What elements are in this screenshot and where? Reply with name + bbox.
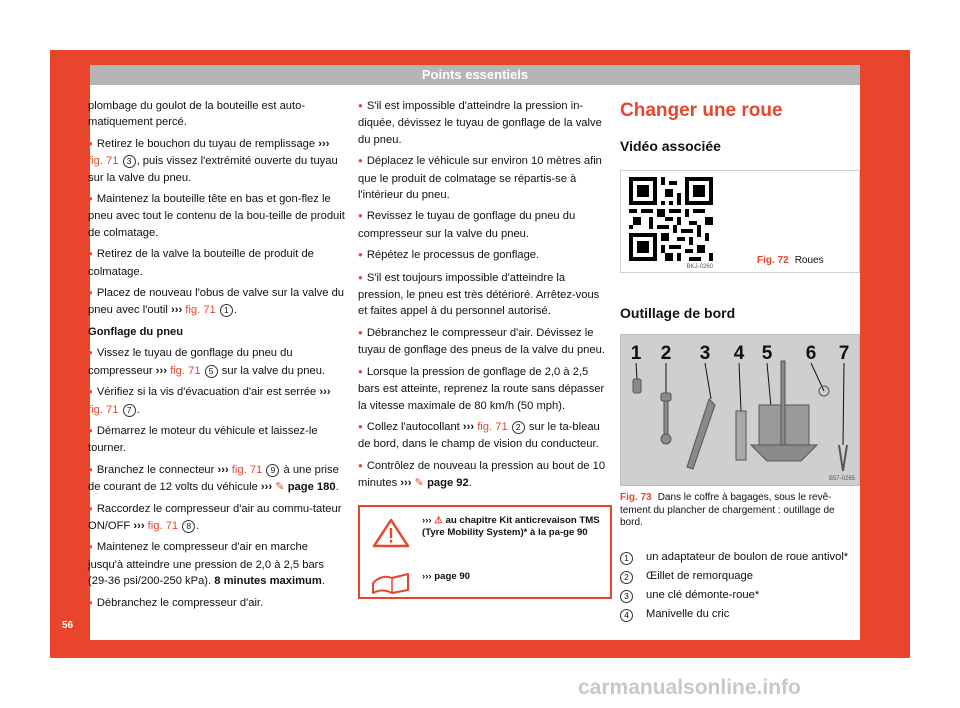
note-text [422, 571, 602, 583]
list-item [620, 590, 860, 609]
page-link[interactable]: page 180 [287, 481, 336, 494]
callout-6: 6 [805, 343, 817, 364]
bullet-item: ● Démarrez le moteur du véhicule et laissez-le tourner. [88, 423, 346, 457]
text: Placez de nouveau l'obus de valve sur la valve du pneu avec l'outil [88, 287, 345, 317]
bullet-item: ● Retirez de la valve la bouteille de produit de colmatage. [88, 246, 346, 280]
list-text: un adaptateur de boulon de roue antivol* [646, 551, 849, 563]
text: sur la valve du pneu. [218, 364, 326, 377]
bullet-item: ● Raccordez le compresseur d'air au commu-tateur ON/OFF ››› fig. 71 8 . [88, 501, 346, 535]
bullet-item: ● Vérifiez si la vis d'évacuation d'air est serrée ››› fig. 71 7 . [88, 384, 346, 418]
callout-number: 9 [266, 464, 279, 477]
callout-number: 7 [123, 404, 136, 417]
bullet-item: ● Débranchez le compresseur d'air. Dévissez le tuyau de gonflage des pneus de la valve du pneu. [358, 325, 608, 359]
bullet-item: ● Maintenez la bouteille tête en bas et gon-flez le pneu avec tout le contenu de la bou-teille de produit de colmatage. [88, 191, 346, 241]
fig-link[interactable]: fig. 71 [88, 155, 119, 168]
callout-7: 7 [838, 343, 850, 364]
bullet-item [358, 419, 608, 453]
tools-illustration [621, 335, 859, 485]
text: Branchez le connecteur [96, 463, 218, 476]
bullet-item: ● Contrôlez de nouveau la pression au bout de 10 minutes ››› ✎ page 92. [358, 458, 608, 492]
text: à une prise de courant de 12 volts du véhicule [88, 463, 339, 494]
list-number: 1 [620, 552, 633, 565]
text: , puis vissez l'extrémité ouverte du tuyau sur la valve du pneu. [88, 155, 338, 184]
paragraph: plombage du goulot de la bouteille est auto-matiquement percé. [88, 100, 306, 129]
fig-link[interactable]: fig. 71 [170, 364, 201, 377]
section-title: Changer une roue [620, 100, 783, 121]
arrows-icon: ››› [422, 515, 432, 526]
text: Raccordez le compresseur d'air au commu-tateur ON/OFF [88, 502, 342, 532]
bullet-item: ● Maintenez le compresseur d'air en marche jusqu'à atteindre une pression de 2,0 à 2,5 bars (29-36 psi/200-250 kPa). 8 minutes maximum. [88, 539, 346, 589]
list-number: 2 [620, 571, 633, 584]
figure-73 [620, 334, 860, 486]
warning-small-icon: ⚠ [434, 515, 443, 526]
list-text: Manivelle du cric [646, 608, 730, 620]
page-link[interactable]: page 92 [427, 477, 469, 490]
callout-number: 3 [123, 155, 136, 168]
arrows-icon: ››› [319, 386, 331, 399]
list-item [620, 571, 860, 590]
arrows-icon: ››› [171, 304, 183, 317]
fig-link[interactable]: fig. 71 [185, 304, 216, 317]
book-icon [368, 565, 414, 597]
column-1 [88, 98, 346, 617]
bullet-item: ● Placez de nouveau l'obus de valve sur la valve du pneu avec l'outil ››› fig. 71 1 . [88, 285, 346, 319]
fig-link[interactable]: fig. 71 [147, 519, 179, 532]
tool-list [620, 552, 860, 628]
arrows-icon: ››› [318, 137, 330, 150]
arrows-icon: ››› [462, 420, 475, 433]
arrows-icon: ››› [133, 519, 145, 532]
text: Vissez le tuyau de gonflage du pneu du compresseur [88, 347, 293, 377]
watermark: carmanualsonline.info [578, 676, 801, 699]
callout-5: 5 [761, 343, 773, 364]
page-link[interactable]: page 90 [434, 571, 470, 582]
text: sur le ta-bleau de bord, dans le champ de vision du conducteur. [358, 420, 600, 451]
callout-number: 1 [220, 304, 233, 317]
warning-link[interactable]: au chapitre Kit anticrevaison TMS (Tyre Mobility System)* à la pa-ge 90 [422, 515, 600, 538]
page-number: 56 [62, 620, 74, 631]
warning-text [422, 515, 602, 539]
tools-heading: Outillage de bord [620, 305, 736, 321]
bullet-item: ● S'il est toujours impossible d'atteindre la pression, le pneu est très détérioré. Arrêtez-vous et faites appel à du personnel autorisé. [358, 270, 608, 320]
section-header: Points essentiels [90, 65, 860, 85]
callout-3: 3 [699, 343, 711, 364]
bullet-item: ● Lorsque la pression de gonflage de 2,0 à 2,5 bars est atteinte, reprenez la route sans dépasser la vitesse maximale de 80 km/h (50 mph). [358, 364, 608, 414]
callout-number: 5 [205, 365, 218, 378]
figure-label: Fig. 72 [757, 255, 789, 266]
text: Maintenez le compresseur d'air en marche jusqu'à atteindre une pression de 2,0 à 2,5 bars (29-36 psi/200-250 kPa). [88, 541, 324, 588]
warning-row [368, 515, 602, 557]
arrows-icon: ››› [422, 571, 432, 582]
list-text: Œillet de remorquage [646, 570, 753, 582]
list-number: 4 [620, 609, 633, 622]
bullet-item: ● Revissez le tuyau de gonflage du pneu du compresseur sur la valve du pneu. [358, 208, 608, 242]
book-icon: ✎ [414, 477, 424, 490]
caption-text: Roues [794, 255, 824, 266]
bullet-item: ● Déplacez le véhicule sur environ 10 mètres afin que le produit de colmatage se répartis-se à l'intérieur du pneu. [358, 153, 608, 203]
figure-label: Fig. 73 [620, 492, 652, 503]
qr-code-icon[interactable] [629, 177, 713, 261]
caption-text: Dans le coffre à bagages, sous le revê-tement du plancher de chargement : outillage de bord. [620, 492, 835, 528]
figure-code: B57-0265 [828, 476, 855, 482]
arrows-icon: ››› [217, 463, 229, 476]
bullet-item [88, 345, 346, 379]
note-row [368, 563, 602, 589]
arrows-icon: ››› [155, 364, 167, 377]
figure-caption [757, 255, 824, 266]
arrows-icon: ››› [260, 481, 273, 494]
figure-72 [620, 170, 860, 273]
fig-link[interactable]: fig. 71 [88, 403, 119, 416]
figure-code: BKJ-0260 [686, 264, 713, 270]
subheading: Gonflage du pneu [88, 325, 184, 338]
text: Retirez le bouchon du tuyau de remplissage [96, 137, 319, 150]
text: Vérifiez si la vis d'évacuation d'air est serrée [96, 386, 320, 399]
bullet-item [88, 136, 346, 186]
column-2 [358, 98, 608, 497]
callout-4: 4 [733, 343, 745, 364]
bullet-item: ● Branchez le connecteur ››› fig. 71 9 à une prise de courant de 12 volts du véhicule ››› ✎ page 180. [88, 462, 346, 496]
figure-caption [620, 492, 858, 530]
callout-2: 2 [660, 343, 672, 364]
book-icon: ✎ [275, 481, 285, 494]
text: Collez l'autocollant [366, 420, 463, 433]
video-heading: Vidéo associée [620, 138, 721, 154]
arrows-icon: ››› [400, 477, 412, 490]
list-text: une clé démonte-roue* [646, 589, 760, 601]
text: Contrôlez de nouveau la pression au bout de 10 minutes [358, 459, 606, 490]
bold-text: 8 minutes maximum [214, 575, 322, 588]
callout-number: 8 [182, 520, 195, 533]
callout-number: 2 [512, 421, 525, 434]
list-item [620, 609, 860, 628]
bullet-item: ● S'il est impossible d'atteindre la pression in-diquée, dévissez le tuyau de gonflage de la valve du pneu. [358, 98, 608, 148]
warning-triangle-icon [368, 517, 414, 549]
callout-1: 1 [630, 343, 642, 364]
warning-box [358, 505, 612, 599]
list-item [620, 552, 860, 571]
fig-link[interactable]: fig. 71 [231, 463, 263, 476]
list-number: 3 [620, 590, 633, 603]
bullet-item: ● Débranchez le compresseur d'air. [88, 595, 346, 612]
fig-link[interactable]: fig. 71 [477, 420, 508, 433]
bullet-item: ● Répétez le processus de gonflage. [358, 247, 608, 264]
